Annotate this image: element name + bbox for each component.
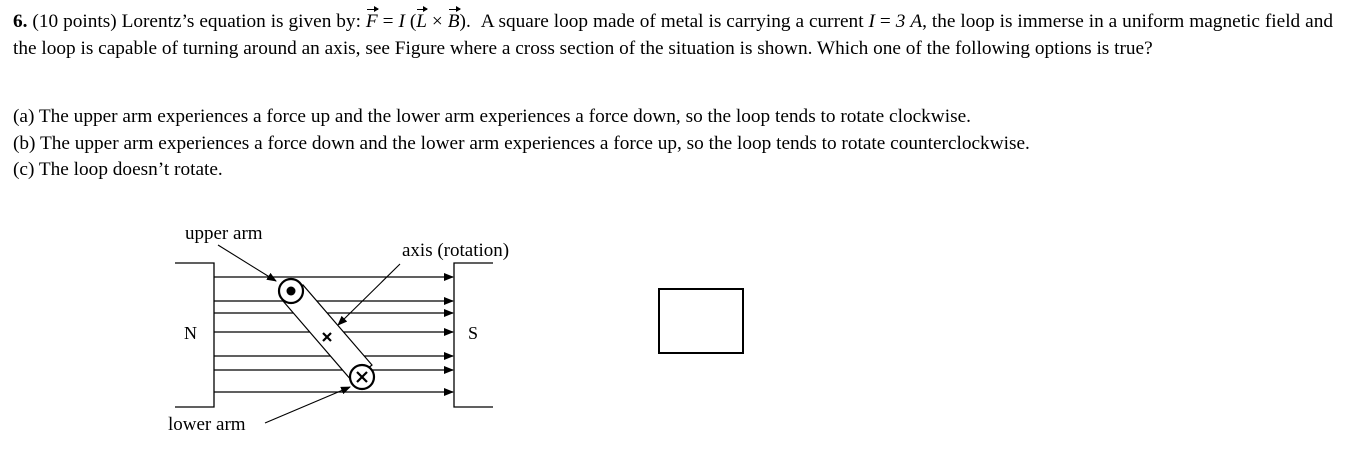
upper-arm-label: upper arm xyxy=(185,223,263,244)
upper-arm-pointer xyxy=(218,245,276,281)
option-c-text: The loop doesn’t rotate. xyxy=(38,159,223,180)
option-a-label: (a) xyxy=(13,106,35,127)
north-pole-label: N xyxy=(184,323,197,343)
equation-current: I xyxy=(398,11,405,32)
option-b-label: (b) xyxy=(13,132,36,154)
equation-open-paren: ( xyxy=(409,11,417,32)
question-points: (10 points) xyxy=(32,11,117,32)
current-into-page-icon xyxy=(350,365,374,389)
equation-close-paren: ). xyxy=(459,11,471,32)
current-unit: A xyxy=(910,11,923,32)
question-body-1: A square loop made of metal is carrying a current xyxy=(480,11,864,32)
south-pole-label: S xyxy=(468,323,479,343)
current-symbol: I xyxy=(868,11,875,32)
question-body-2: , the loop is immerse in a uniform magnetic field and the loop is capable of turning around an axis, see Figure where a cross section of the situation is shown. Which one of the following options is true? xyxy=(13,11,1333,59)
lower-arm-label: lower arm xyxy=(168,414,246,435)
axis-pointer xyxy=(338,264,400,325)
current-out-of-page-icon xyxy=(279,279,303,303)
current-value: 3 xyxy=(895,11,906,32)
equation-equals: = xyxy=(382,11,394,32)
empty-answer-box xyxy=(659,289,743,353)
option-c-label: (c) xyxy=(13,159,35,180)
option-b-text: The upper arm experiences a force down and the lower arm experiences a force up, so the loop tends to rotate counterclockwise. xyxy=(39,132,1030,154)
question-lead: Lorentz’s equation is given by: xyxy=(121,11,361,32)
current-equals: = xyxy=(879,11,891,32)
option-a-text: The upper arm experiences a force up and the lower arm experiences a force down, so the loop tends to rotate clockwise. xyxy=(38,106,971,127)
axis-label: axis (rotation) xyxy=(402,240,510,261)
length-vector: L xyxy=(416,8,427,35)
field-vector: B xyxy=(448,8,460,35)
equation-cross: × xyxy=(431,11,443,32)
force-vector: F xyxy=(366,8,378,35)
question-number: 6. xyxy=(13,11,28,32)
